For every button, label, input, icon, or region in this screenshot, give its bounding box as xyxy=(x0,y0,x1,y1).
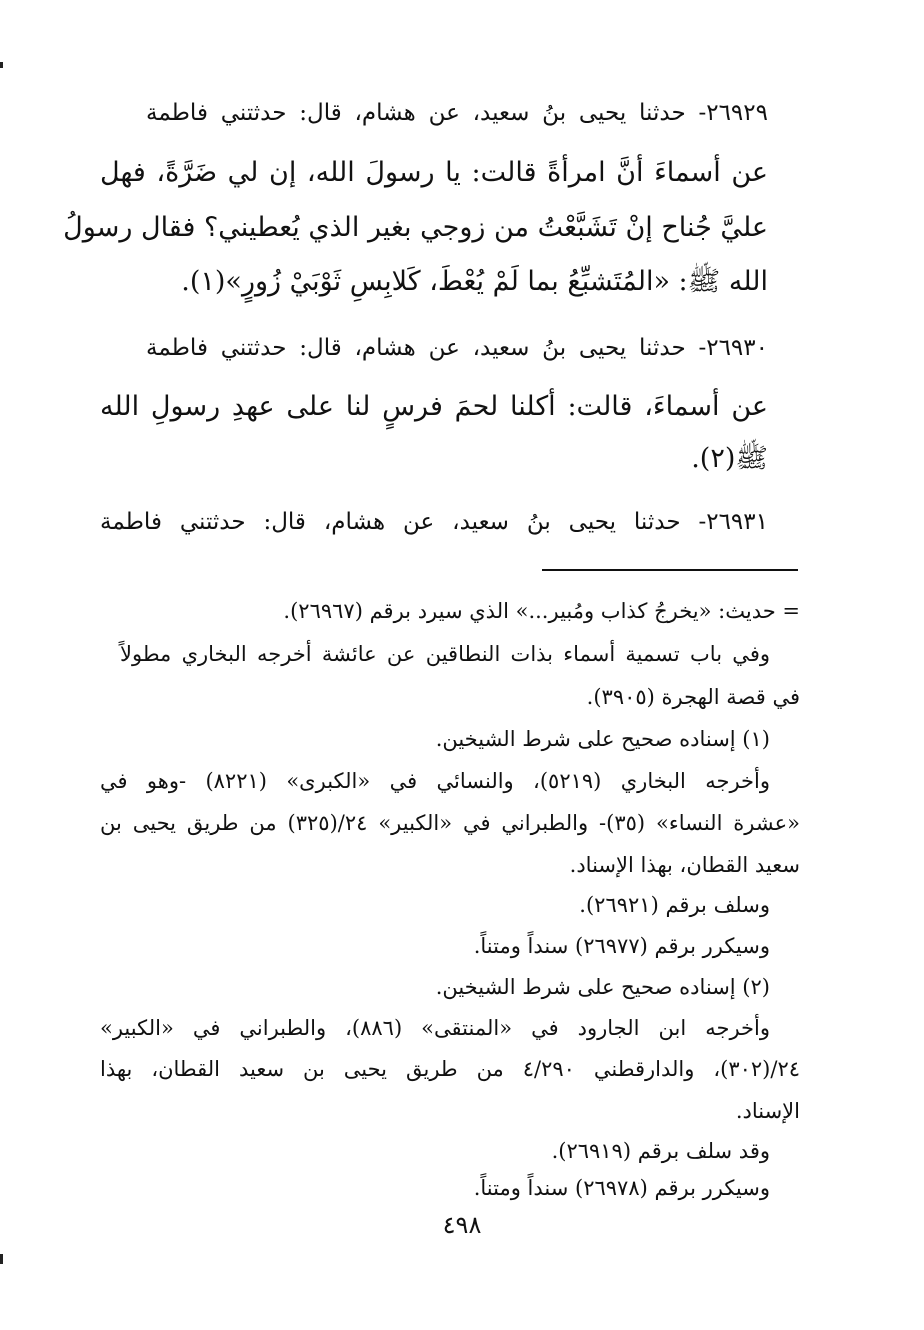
footnote-line: (٢) إسناده صحيح على شرط الشيخين. xyxy=(435,975,770,999)
scan-edge-mark xyxy=(0,62,3,68)
hadith-26930-line: عن أسماءَ، قالت: أكلنا لحمَ فرسٍ لنا على عهدِ رسولِ الله xyxy=(100,391,768,422)
footnote-line: في قصة الهجرة (٣٩٠٥). xyxy=(586,685,800,709)
footnote-line: وسيكرر برقم (٢٦٩٧٧) سنداً ومتناً. xyxy=(473,934,770,958)
footnote-separator xyxy=(542,569,798,571)
footnote-line: وأخرجه ابن الجارود في «المنتقى» (٨٨٦)، والطبراني في «الكبير» xyxy=(100,1016,770,1040)
hadith-26929-line: الله ﷺ: «المُتَشبِّعُ بما لَمْ يُعْطَ، كَلابِسِ ثَوْبَيْ زُورٍ»(١). xyxy=(181,266,768,297)
hadith-26929-heading: ٢٦٩٢٩- حدثنا يحيى بنُ سعيد، عن هشام، قال: حدثتني فاطمة xyxy=(146,100,768,126)
footnote-line: وأخرجه البخاري (٥٢١٩)، والنسائي في «الكبرى» (٨٢٢١) -وهو في xyxy=(100,769,770,793)
footnote-line: وسيكرر برقم (٢٦٩٧٨) سنداً ومتناً. xyxy=(473,1176,770,1200)
footnote-line: وقد سلف برقم (٢٦٩١٩). xyxy=(551,1139,770,1163)
scan-edge-mark xyxy=(0,1254,3,1264)
page-number: ٤٩٨ xyxy=(442,1211,482,1239)
footnote-line: وسلف برقم (٢٦٩٢١). xyxy=(579,893,770,917)
hadith-26931-heading: ٢٦٩٣١- حدثنا يحيى بنُ سعيد، عن هشام، قال: حدثتني فاطمة xyxy=(100,509,768,535)
footnote-line: (١) إسناده صحيح على شرط الشيخين. xyxy=(435,727,770,751)
footnote-line: الإسناد. xyxy=(735,1099,800,1123)
hadith-26929-line: عن أسماءَ أنَّ امرأةً قالت: يا رسولَ الله، إن لي ضَرَّةً، فهل xyxy=(100,157,768,188)
footnote-line: = حديث: «يخرجُ كذاب ومُبير...» الذي سيرد برقم (٢٦٩٦٧). xyxy=(283,599,800,623)
hadith-26930-heading: ٢٦٩٣٠- حدثنا يحيى بنُ سعيد، عن هشام، قال: حدثتني فاطمة xyxy=(146,335,768,361)
footnote-line: ٢٤/(٣٠٢)، والدارقطني ٤/٢٩٠ من طريق يحيى بن سعيد القطان، بهذا xyxy=(100,1057,800,1081)
footnote-line: «عشرة النساء» (٣٥)- والطبراني في «الكبير» ٢٤/(٣٢٥) من طريق يحيى بن xyxy=(100,811,800,835)
footnote-line: سعيد القطان، بهذا الإسناد. xyxy=(569,853,800,877)
hadith-26930-line: ﷺ(٢). xyxy=(691,443,768,474)
footnote-line: وفي باب تسمية أسماء بذات النطاقين عن عائشة أخرجه البخاري مطولاً xyxy=(120,642,770,666)
hadith-26929-line: عليَّ جُناح إنْ تَشَبَّعْتُ من زوجي بغير الذي يُعطيني؟ فقال رسولُ xyxy=(63,212,768,243)
